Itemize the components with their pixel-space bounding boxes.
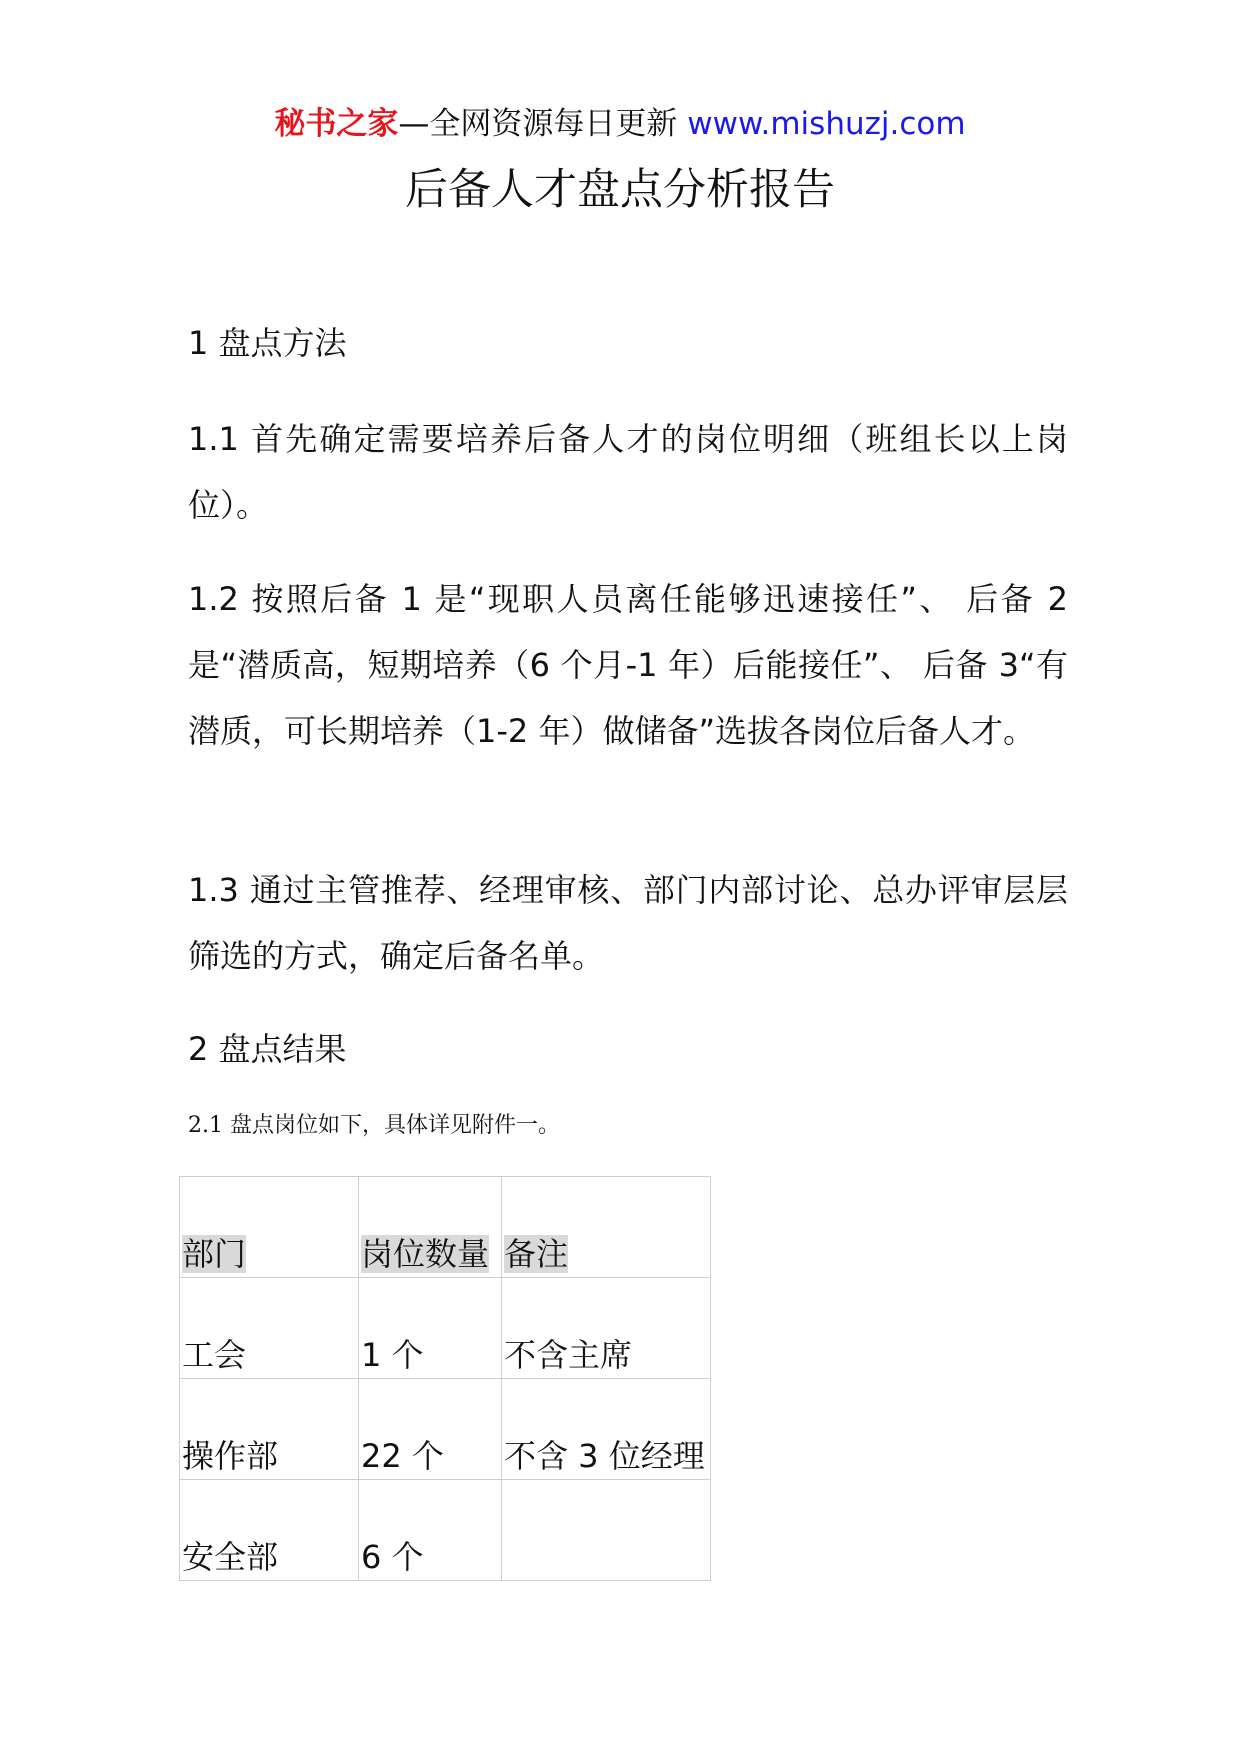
table-header-cell <box>180 1177 359 1278</box>
table-cell: 不含 3 位经理 <box>502 1379 711 1480</box>
header-tagline: —全网资源每日更新 <box>398 106 678 142</box>
table-cell: 工会 <box>180 1278 359 1379</box>
table-row <box>180 1379 711 1480</box>
table-header-cell <box>359 1177 502 1278</box>
site-url-link[interactable]: www.mishuzj.com <box>687 106 966 142</box>
section-2-heading: 2 盘点结果 <box>188 1030 347 1068</box>
table-row <box>180 1278 711 1379</box>
paragraph-1-3: 1.3 通过主管推荐、经理审核、部门内部讨论、总办评审层层筛选的方式，确定后备名单。 <box>188 871 1068 975</box>
table-cell: 不含主席 <box>502 1278 711 1379</box>
header-position-count: 岗位数量 <box>361 1235 490 1273</box>
paragraph-1-1: 1.1 首先确定需要培养后备人才的岗位明细（班组长以上岗位）。 <box>188 420 1068 524</box>
table-header-cell <box>502 1177 711 1278</box>
header-department: 部门 <box>182 1235 247 1273</box>
table-cell: 1 个 <box>359 1278 502 1379</box>
brand-name: 秘书之家 <box>274 106 399 142</box>
table-cell: 操作部 <box>180 1379 359 1480</box>
paragraph-2-1: 2.1 盘点岗位如下，具体详见附件一。 <box>188 1113 560 1138</box>
site-header <box>0 102 1240 146</box>
section-1-heading: 1 盘点方法 <box>188 324 347 362</box>
document-title: 后备人才盘点分析报告 <box>405 165 835 215</box>
table-cell: 6 个 <box>359 1480 502 1581</box>
header-remarks: 备注 <box>504 1235 569 1273</box>
table-header-row <box>180 1177 711 1278</box>
table-row <box>180 1480 711 1581</box>
positions-table <box>179 1176 711 1581</box>
paragraph-1-2: 1.2 按照后备 1 是“现职人员离任能够迅速接任”、 后备 2 是“潜质高，短期培养（6 个月-1 年）后能接任”、 后备 3“有潜质，可长期培养（1-2 年）做储备”选拔各岗位后备人才。 <box>188 580 1068 750</box>
table-cell: 22 个 <box>359 1379 502 1480</box>
table-cell: 安全部 <box>180 1480 359 1581</box>
table-cell <box>502 1480 711 1581</box>
